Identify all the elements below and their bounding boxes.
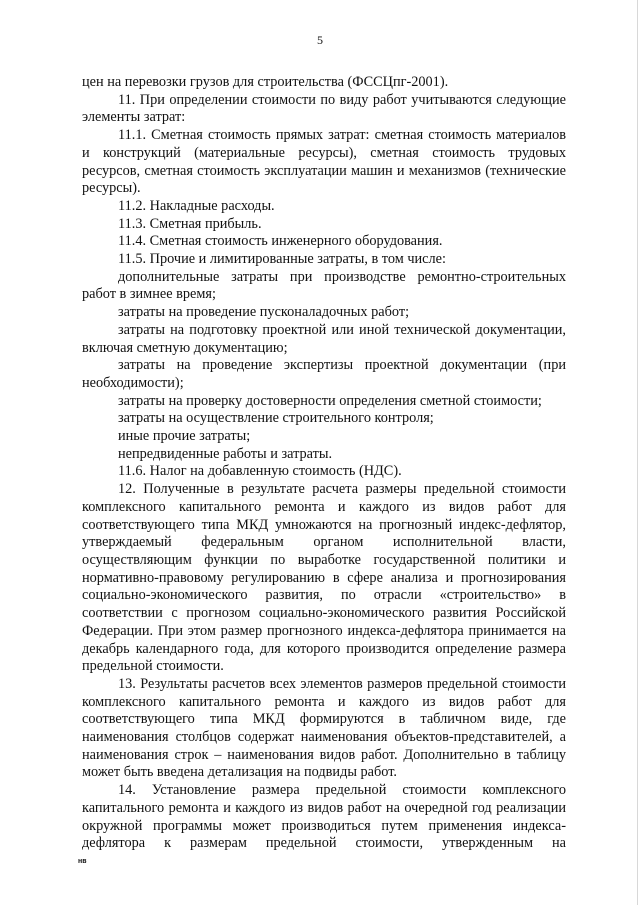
paragraph: цен на перевозки грузов для строительства (ФССЦпг-2001). [82,74,449,90]
footer-mark: нв [78,858,87,865]
paragraph: 13. Результаты расчетов всех элементов размеров предельной стоимости комплексного капитального ремонта и каждого из видов работ для соответствующего типа МКД формируются в табличном виде, где наименования столбцов содержат наименования объектов-представителей, а наименования строк – наименования видов работ. Дополнительно в таблицу может быть введена детализация на подвиды работ. [82,675,566,781]
page-number: 5 [317,33,323,47]
paragraph: 11.6. Налог на добавленную стоимость (НДС). [118,463,402,480]
paragraph: 12. Полученные в результате расчета размеры предельной стоимости комплексного капитального ремонта и каждого из видов работ для соответствующего типа МКД умножаются на прогнозный индекс-дефлятор, утверждаемый федеральным органом исполнительной власти, осуществляющим функции по выработке государственной политики и нормативно-правовому регулированию в сфере анализа и прогнозирования социально-экономического развития, по отрасли «строительство» в соответствии с прогнозом социально-экономического развития Российской Федерации. При этом размер прогнозного индекса-дефлятора принимается на декабрь календарного года, для которого производится определение размера предельной стоимости. [82,481,566,675]
paragraph: 14. Установление размера предельной стоимости комплексного капитального ремонта и каждого из видов работ на очередной год реализации окружной программы может производиться путем применения индекса-дефлятора к размерам предельной стоимости, утвержденным на [82,782,566,852]
paragraph: 11.3. Сметная прибыль. [118,215,262,232]
document-body [82,74,566,853]
paragraph: 11.2. Накладные расходы. [118,197,275,214]
paragraph: затраты на проведение экспертизы проектной документации (при необходимости); [82,357,566,391]
paragraph: затраты на осуществление строительного контроля; [118,410,434,427]
paragraph: дополнительные затраты при производстве ремонтно-строительных работ в зимнее время; [82,268,566,303]
paragraph: 11.5. Прочие и лимитированные затраты, в том числе: [118,251,446,268]
paragraph: затраты на подготовку проектной или иной технической документации, включая сметную документацию; [82,321,566,356]
paragraph: затраты на проверку достоверности определения сметной стоимости; [118,392,542,409]
paragraph: 11. При определении стоимости по виду работ учитываются следующие элементы затрат: [82,91,566,126]
paragraph: непредвиденные работы и затраты. [118,445,333,462]
paragraph: затраты на проведение пусконаладочных работ; [118,304,410,321]
scan-edge [637,0,638,905]
paragraph: 11.1. Сметная стоимость прямых затрат: сметная стоимость материалов и конструкций (материальные ресурсы), сметная стоимость трудовых ресурсов, сметная стоимость эксплуатации машин и механизмов (технические ресурсы). [82,127,566,197]
paragraph: 11.4. Сметная стоимость инженерного оборудования. [118,233,443,250]
paragraph: иные прочие затраты; [118,428,251,445]
